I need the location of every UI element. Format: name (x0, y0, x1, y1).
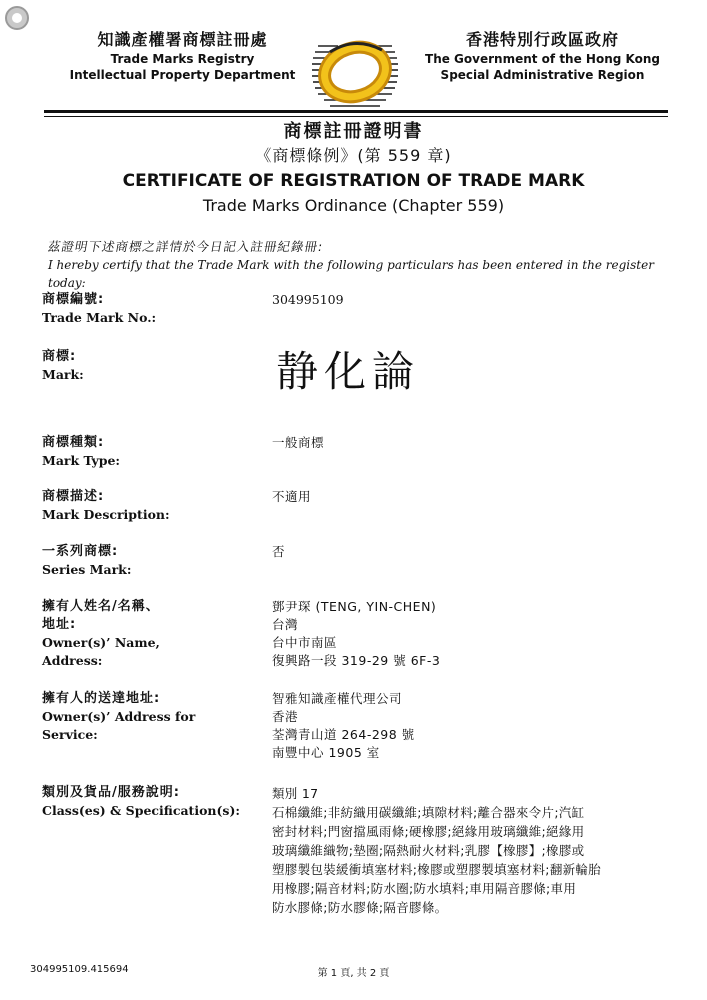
department-name-en: Intellectual Property Department (69, 68, 296, 82)
mark-description-label-zh: 商標描述: (42, 489, 105, 504)
classes-label-en: Class(es) & Specification(s): (42, 803, 240, 818)
classes-label (42, 784, 262, 820)
mark-label (42, 348, 262, 384)
service-address-line: 南豐中心 1905 室 (272, 745, 380, 760)
government-header (410, 32, 675, 83)
service-address-label-en-1: Owner(s)’ Address for (42, 709, 196, 724)
trade-mark-no-label (42, 291, 262, 327)
owner-label (42, 598, 262, 670)
header-divider-thick (44, 110, 668, 113)
owner-value (272, 598, 692, 670)
service-address-label-en-2: Service: (42, 727, 98, 742)
registry-name-zh: 知識產權署商標註冊處 (97, 30, 268, 49)
owner-address-line: 台中市南區 (272, 635, 338, 650)
owner-label-en-2: Address: (42, 653, 103, 668)
registry-name-en: Trade Marks Registry (110, 52, 255, 66)
punch-hole (5, 6, 29, 30)
registry-header (50, 32, 315, 83)
series-mark-label-en: Series Mark: (42, 562, 132, 577)
specification-line: 塑膠製包裝緩衝填塞材料;橡膠或塑膠製填塞材料;翻新輪胎 (272, 862, 602, 877)
government-name-en-line2: Special Administrative Region (440, 68, 645, 82)
trade-mark-no-label-zh: 商標編號: (42, 292, 105, 307)
title-en: CERTIFICATE OF REGISTRATION OF TRADE MARK (122, 171, 585, 191)
series-mark-label (42, 543, 262, 579)
class-number: 類別 17 (272, 786, 319, 801)
government-ring-logo-icon (310, 28, 400, 120)
mark-description-value: 不適用 (272, 489, 312, 504)
certification-en: I hereby certify that the Trade Mark with the following particulars has been entered in the register today: (48, 258, 654, 290)
mark-type-label (42, 434, 262, 470)
service-address-label-zh: 擁有人的送達地址: (42, 691, 161, 706)
mark-type-value: 一般商標 (272, 435, 325, 450)
mark-description-label-en: Mark Description: (42, 507, 170, 522)
page-number: 第 1 頁, 共 2 頁 (317, 968, 390, 979)
mark-label-zh: 商標: (42, 349, 77, 364)
service-address-value (272, 690, 692, 762)
series-mark-label-zh: 一系列商標: (42, 544, 119, 559)
mark-description-label (42, 488, 262, 524)
owner-label-zh-1: 擁有人姓名/名稱、 (42, 599, 160, 614)
owner-address-line: 復興路一段 319-29 號 6F-3 (272, 653, 441, 668)
service-address-label (42, 690, 262, 744)
trade-mark-no-label-en: Trade Mark No.: (42, 310, 157, 325)
trade-mark-no-value: 304995109 (272, 292, 344, 307)
document-id: 304995109.415694 (30, 964, 129, 975)
ordinance-zh: 《商標條例》(第 559 章) (255, 146, 452, 165)
header-divider-thin (44, 116, 668, 117)
classes-value (272, 784, 692, 917)
owner-label-en-1: Owner(s)’ Name, (42, 635, 160, 650)
government-name-zh: 香港特別行政區政府 (465, 30, 619, 49)
specification-line: 玻璃纖維織物;墊圈;隔熱耐火材料;乳膠【橡膠】;橡膠或 (272, 843, 585, 858)
certification-statement (48, 238, 688, 292)
series-mark-value: 否 (272, 544, 286, 559)
service-address-line: 智雅知識產權代理公司 (272, 691, 403, 706)
owner-address-line: 台灣 (272, 617, 299, 632)
mark-type-label-en: Mark Type: (42, 453, 121, 468)
title-zh: 商標註冊證明書 (283, 121, 424, 142)
mark-label-en: Mark: (42, 367, 84, 382)
owner-name: 鄧尹琛 (TENG, YIN-CHEN) (272, 599, 437, 614)
ordinance-en: Trade Marks Ordinance (Chapter 559) (202, 196, 505, 215)
specification-line: 石棉纖維;非紡織用碳纖維;填隙材料;離合器來令片;汽缸 (272, 805, 585, 820)
certificate-title (0, 120, 707, 218)
mark-type-label-zh: 商標種類: (42, 435, 105, 450)
certification-zh: 茲證明下述商標之詳情於今日記入註冊紀錄冊: (46, 239, 325, 254)
specification-line: 防水膠條;防水膠條;隔音膠條。 (272, 900, 448, 915)
classes-label-zh: 類別及貨品/服務說明: (42, 785, 180, 800)
service-address-line: 香港 (272, 709, 299, 724)
government-name-en-line1: The Government of the Hong Kong (425, 52, 660, 66)
specification-line: 用橡膠;隔音材料;防水圈;防水填料;車用隔音膠條;車用 (272, 881, 577, 896)
mark-value: 静化論 (276, 347, 421, 396)
service-address-line: 荃灣青山道 264-298 號 (272, 727, 415, 742)
specification-line: 密封材料;門窗擋風雨條;硬橡膠;絕緣用玻璃纖維;絕緣用 (272, 824, 585, 839)
owner-label-zh-2: 地址: (42, 617, 77, 632)
